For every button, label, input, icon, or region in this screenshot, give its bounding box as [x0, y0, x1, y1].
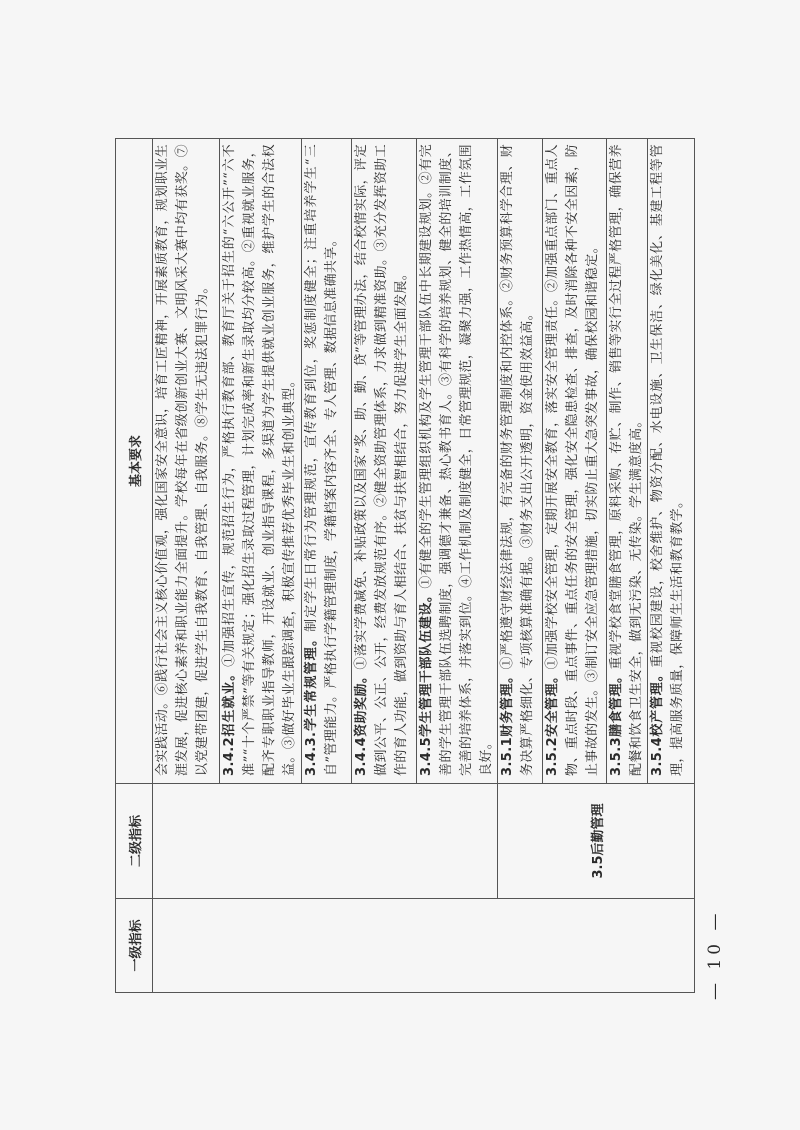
header-level1: 一级指标 [116, 899, 153, 993]
item-title: 3.4.5学生管理干部队伍建设。 [419, 588, 434, 776]
requirement-cell: 3.5.1财务管理。①严格遵守财经法律法规，有完备的财务管理制度和内控体系。②财务预算科学合理、财务决算严格细化、专项核算准确有据。③财务支出公开透明，资金使用效益高。 [498, 139, 543, 784]
requirement-cell: 3.5.2安全管理。①加强学校安全管理，定期开展安全教育，落实安全管理责任。②加强重点部门、重点人物、重点时段、重点事件、重点任务的安全管理，强化安全隐患检查、排查，及时消除各种不安全因素，防止事故的发生。③制订安全应急管理措施，切实防止重大急突发事故，确保校园和谐稳定。 [543, 139, 607, 784]
requirement-cell: 3.4.2招生就业。①加强招生宣传，规范招生行为，严格执行教育部、教育厅关于招生的“六公开”“六不准”“十个严禁”等有关规定；强化招生录取过程管理，计划完成率和新生录取均分较高。②重视就业服务，配齐专职职业指导教师，开设就业、创业指导课程，多渠道为学生提供就业创业服务，维护学生的合法权益。③做好毕业生跟踪调查，积极宣传推荐优秀毕业生和创业典型。 [220, 139, 302, 784]
item-title: 3.5.1财务管理。 [500, 669, 515, 776]
item-title: 3.5.4校产管理。 [650, 667, 665, 776]
item-title: 3.5.2安全管理。 [545, 669, 560, 776]
header-level2: 二级指标 [116, 784, 153, 899]
requirement-cell: 3.5.4校产管理。重视校园建设，校舍维护、物资分配、水电设施、卫生保洁、绿化美化、基建工程等管理，提高服务质量，保障师生生活和教育教学。 [648, 139, 695, 784]
header-requirements: 基本要求 [116, 139, 153, 784]
item-title: 3.5.3膳食管理。 [609, 669, 624, 776]
item-title: 3.4.2招生就业。 [222, 666, 237, 776]
level2-cell-logistics: 3.5后勤管理 [498, 784, 695, 899]
table-header-row [116, 139, 153, 993]
level2-cell-3-4 [153, 784, 498, 899]
requirement-cell: 3.5.3膳食管理。重视学校食堂膳食管理，原料采购、存贮、制作、销售等实行全过程严格管理，确保营养配餐和饮食卫生安全，做到无污染、无传染。学生满意度高。 [607, 139, 648, 784]
requirement-cell: 3.4.4资助奖励。①落实学费减免、补贴政策以及国家“奖、助、勤、贷”等管理办法，结合校情实际，评定做到公平、公正、公开，经费发放规范有序。②健全资助管理体系，力求做到精准资助。③充分发挥资助工作的育人功能，做到资助与育人相结合、扶贫与扶智相结合，努力促进学生全面发展。 [352, 139, 417, 784]
item-title: 3.4.4资助奖励。 [354, 669, 369, 776]
page-number: — 10 — [705, 909, 725, 1000]
table-row [153, 139, 220, 993]
requirement-cell: 会实践活动。⑥践行社会主义核心价值观，强化国家安全意识，培育工匠精神，开展素质教育，规划职业生涯发展，促进核心素养和职业能力全面提升。学校每年在省级创新创业大赛、文明风采大赛中均有获奖。⑦以党建带团建，促进学生自我教育、自我管理、自我服务。⑧学生无违法犯罪行为。 [153, 139, 220, 784]
table-row [498, 139, 543, 993]
evaluation-table [115, 138, 695, 993]
item-title: 3.4.3.学生常规管理。 [304, 631, 319, 776]
requirement-cell: 3.4.5学生管理干部队伍建设。①有健全的学生管理组织机构及学生管理干部队伍中长期建设规划。②有完善的学生管理干部队伍选聘制度，强调德才兼备、热心教书育人。③有科学的培养规划、健全的培训制度、完善的培养体系，并落实到位。④工作机制及制度健全，日常管理规范，凝聚力强，工作热情高，工作氛围良好。 [417, 139, 498, 784]
level1-cell [153, 899, 695, 993]
requirement-cell: 3.4.3.学生常规管理。制定学生日常行为管理规范，宣传教育到位，奖惩制度健全；注重培养学生“三自”管理能力。严格执行学籍管理制度，学籍档案内容齐全、专人管理、数据信息准确共享。 [302, 139, 352, 784]
